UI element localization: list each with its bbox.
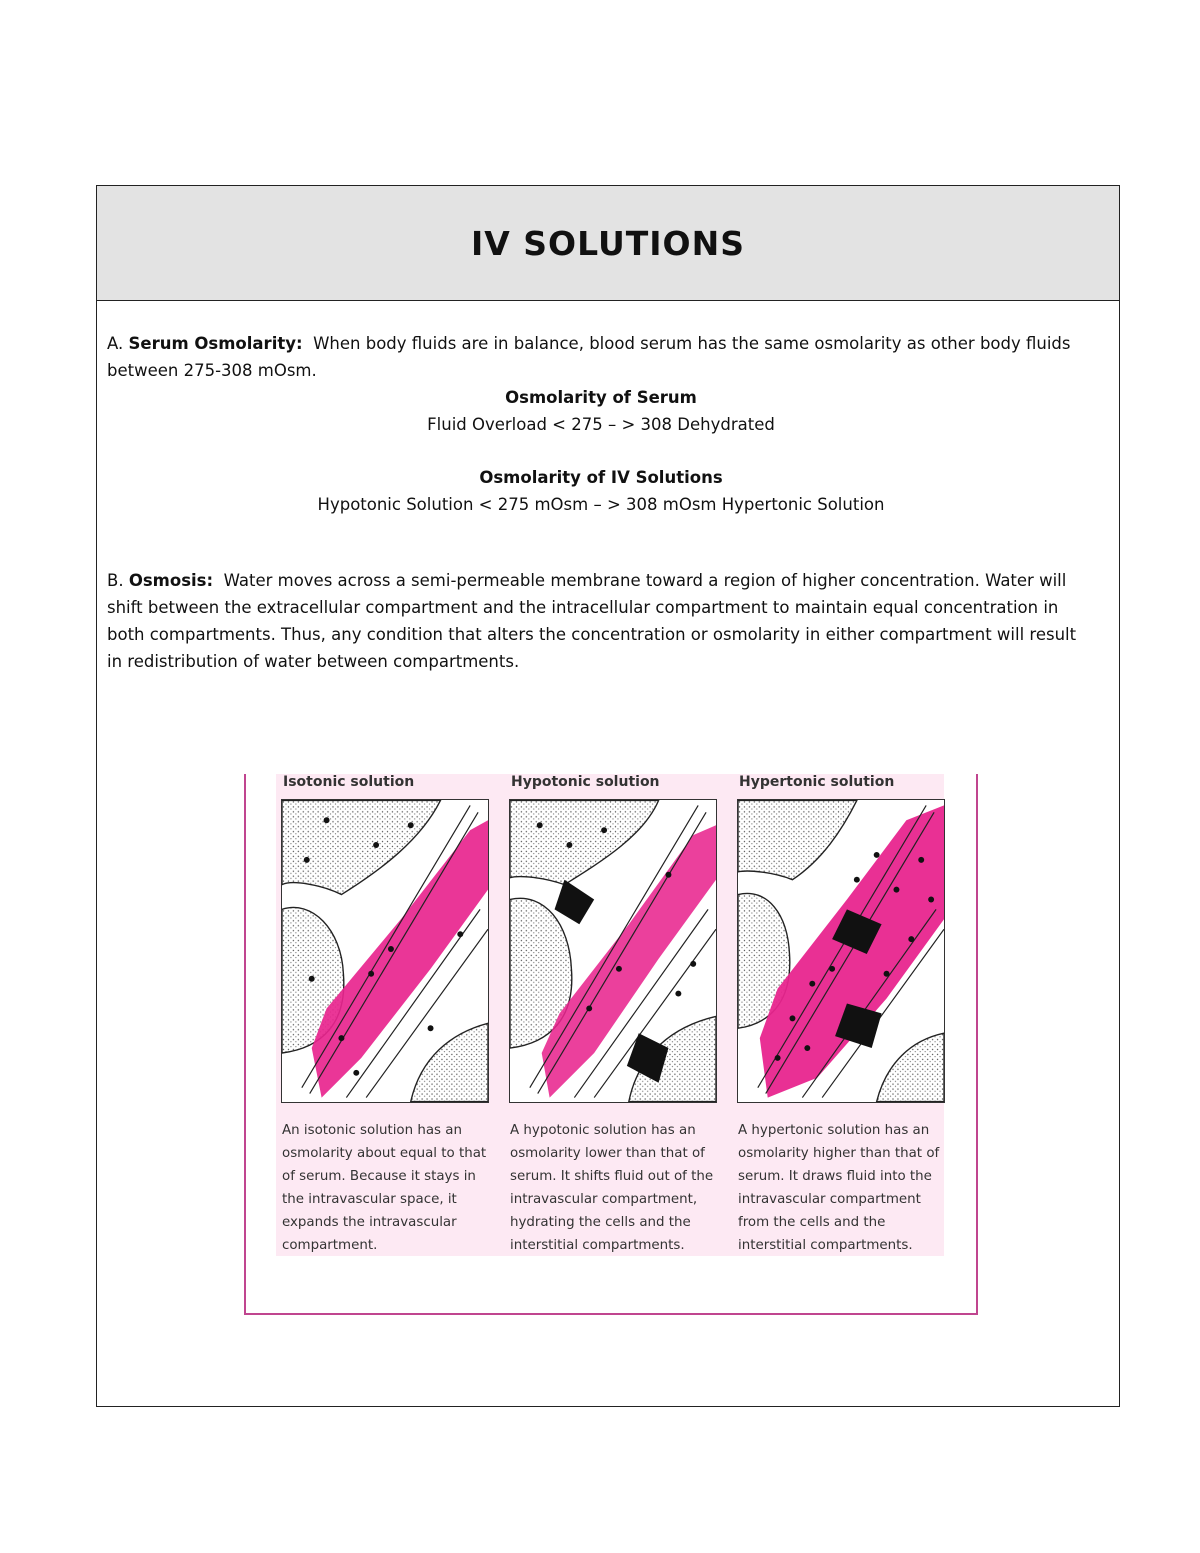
section-a-paragraph	[107, 330, 1095, 384]
section-serum-osmolarity	[107, 330, 1095, 518]
title-bar	[97, 186, 1119, 301]
cell-top-left	[510, 800, 659, 884]
page-title: IV SOLUTIONS	[470, 223, 745, 263]
serum-osmolarity-block	[107, 384, 1095, 518]
cell-bottom-right	[411, 1023, 488, 1101]
serum-heading: Osmolarity of Serum	[505, 388, 697, 407]
hypotonic-illustration	[509, 799, 717, 1103]
arrow-out-left	[555, 880, 595, 925]
cell-top-left	[282, 800, 440, 894]
section-a-lead: Serum Osmolarity:	[128, 334, 303, 353]
panel-caption: A hypotonic solution has an osmolarity lower than that of serum. It shifts fluid out of the intravascular compartment, hydrating the cells and the interstitial compartments.	[510, 1123, 714, 1253]
iv-heading: Osmolarity of IV Solutions	[479, 468, 723, 487]
isotonic-illustration	[281, 799, 489, 1103]
section-b-lead: Osmosis:	[128, 571, 214, 590]
section-a-marker: A.	[107, 334, 124, 353]
section-osmosis	[107, 567, 1095, 675]
osmosis-figure	[244, 774, 978, 1315]
section-a-text: When body fluids are in balance, blood serum has the same osmolarity as other body fluids between 275-308 mOsm.	[107, 334, 1071, 380]
document-box	[96, 185, 1120, 1407]
panel-title: Isotonic solution	[283, 774, 415, 790]
cell-bottom-right	[877, 1033, 944, 1101]
section-b-text: Water moves across a semi-permeable membrane toward a region of higher concentration. Water will shift between the extracellular compartment and the intracellular compartment to maintain equal concentration in both compartments. Thus, any condition that alters the concentration or osmolarity in either compartment will result in redistribution of water between compartments.	[107, 571, 1077, 671]
cell-top-left	[738, 800, 857, 879]
panel-title: Hypotonic solution	[511, 774, 660, 790]
panel-title: Hypertonic solution	[739, 774, 895, 790]
iv-range-line: Hypotonic Solution < 275 mOsm – > 308 mOsm Hypertonic Solution	[317, 495, 885, 514]
panel-caption: A hypertonic solution has an osmolarity higher than that of serum. It draws fluid into the intravascular compartment from the cells and the interstitial compartments.	[738, 1123, 940, 1253]
section-b-marker: B.	[107, 571, 124, 590]
serum-range-line: Fluid Overload < 275 – > 308 Dehydrated	[427, 415, 775, 434]
hypertonic-illustration	[737, 799, 945, 1103]
panel-caption: An isotonic solution has an osmolarity about equal to that of serum. Because it stays in the intravascular space, it expands the intravascular compartment.	[282, 1123, 487, 1253]
